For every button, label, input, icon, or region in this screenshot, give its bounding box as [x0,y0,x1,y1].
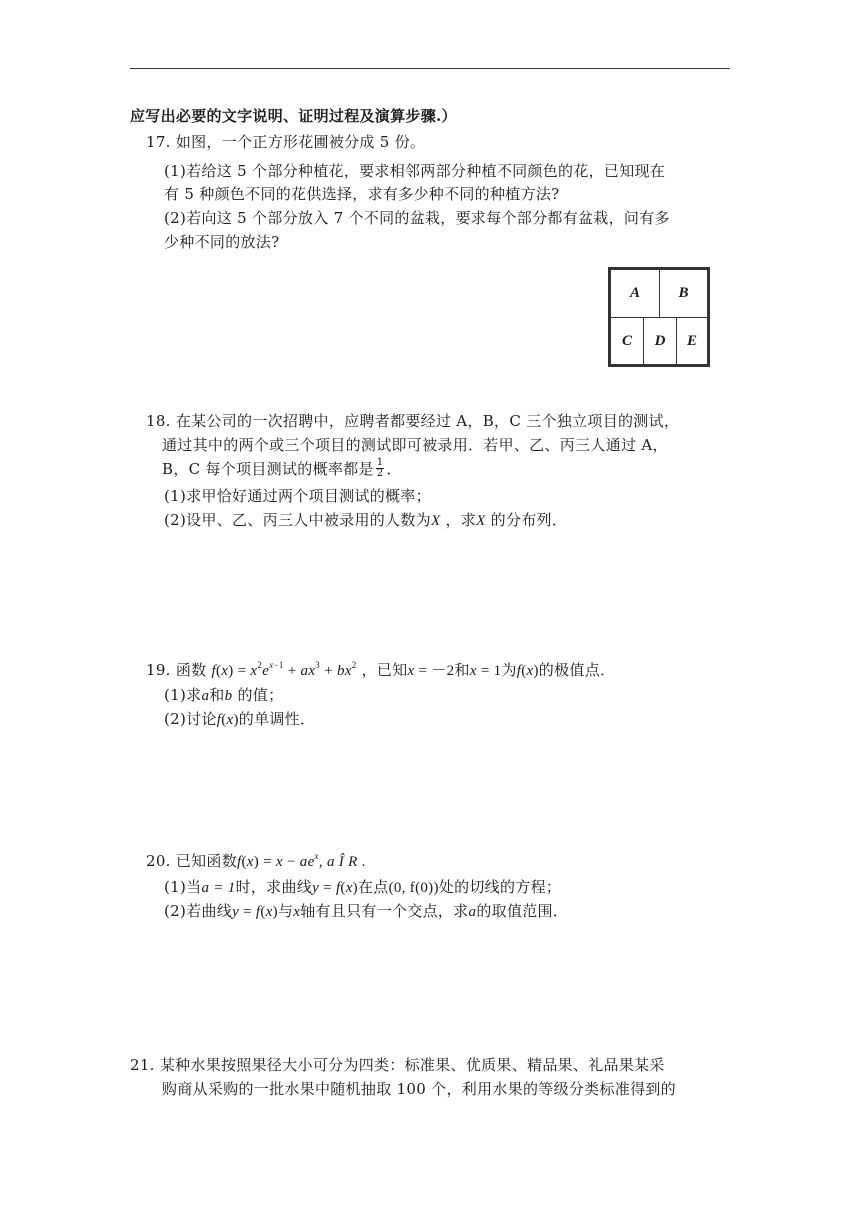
q21-line2: 购商从采购的一批水果中随机抽取 100 个，利用水果的等级分类标准得到的 [162,1080,676,1098]
q20-part1: (1)当a = 1时，求曲线y = f(x)在点(0, f(0))处的切线的方程； [164,878,562,896]
q18-line1: 18. 在某公司的一次招聘中，应聘者都要经过 A，B，C 三个独立项目的测试， [146,412,680,430]
garden-region-a: A [610,269,660,318]
top-rule [130,68,730,69]
garden-figure [608,267,710,367]
q18-line2: 通过其中的两个或三个项目的测试即可被录用．若甲、乙、丙三人通过 A， [162,436,668,454]
fraction-one-half: $\frac{1}{2}$ [376,456,384,479]
garden-region-c: C [610,317,644,365]
garden-region-d: D [643,317,677,365]
q20-part2: (2)若曲线y = f(x)与x轴有且只有一个交点，求a的取值范围． [164,902,569,920]
q20-stem: 20. 已知函数$f(x) = x - ae^x$, a Î R . [146,851,366,870]
garden-region-e: E [676,317,708,365]
q19-stem: 19. 函数 $f(x) = x^2e^{x-1} + ax^3 + bx^2$ ，已知x = －2和x = 1为f(x)的极值点． [146,660,616,679]
q17-part1-line2: 有 5 种颜色不同的花供选择，求有多少种不同的种植方法? [164,185,560,203]
q19-part1: (1)求a和b 的值； [164,686,284,704]
q19-part2: (2)讨论f(x)的单调性． [164,710,316,728]
q18-line3: B，C 每个项目测试的概率都是 $\frac{1}{2}$ ． [162,456,402,479]
garden-region-b: B [659,269,708,318]
q18-part1: (1)求甲恰好通过两个项目测试的概率； [164,487,431,505]
q17-part2-line1: (2)若向这 5 个部分放入 7 个不同的盆栽，要求每个部分都有盆栽，问有多 [164,209,670,227]
q21-line1: 21. 某种水果按照果径大小可分为四类：标准果、优质果、精品果、礼品果某采 [130,1056,665,1074]
section-instructions: 应写出必要的文字说明、证明过程及演算步骤.） [130,107,457,125]
q18-part2: (2)设甲、乙、丙三人中被录用的人数为X ，求X 的分布列． [164,511,568,529]
q17-part2-line2: 少种不同的放法? [164,233,280,251]
q17-part1-line1: (1)若给这 5 个部分种植花，要求相邻两部分种植不同颜色的花，已知现在 [164,162,666,180]
q17-stem: 17. 如图，一个正方形花圃被分成 5 份。 [146,133,426,151]
